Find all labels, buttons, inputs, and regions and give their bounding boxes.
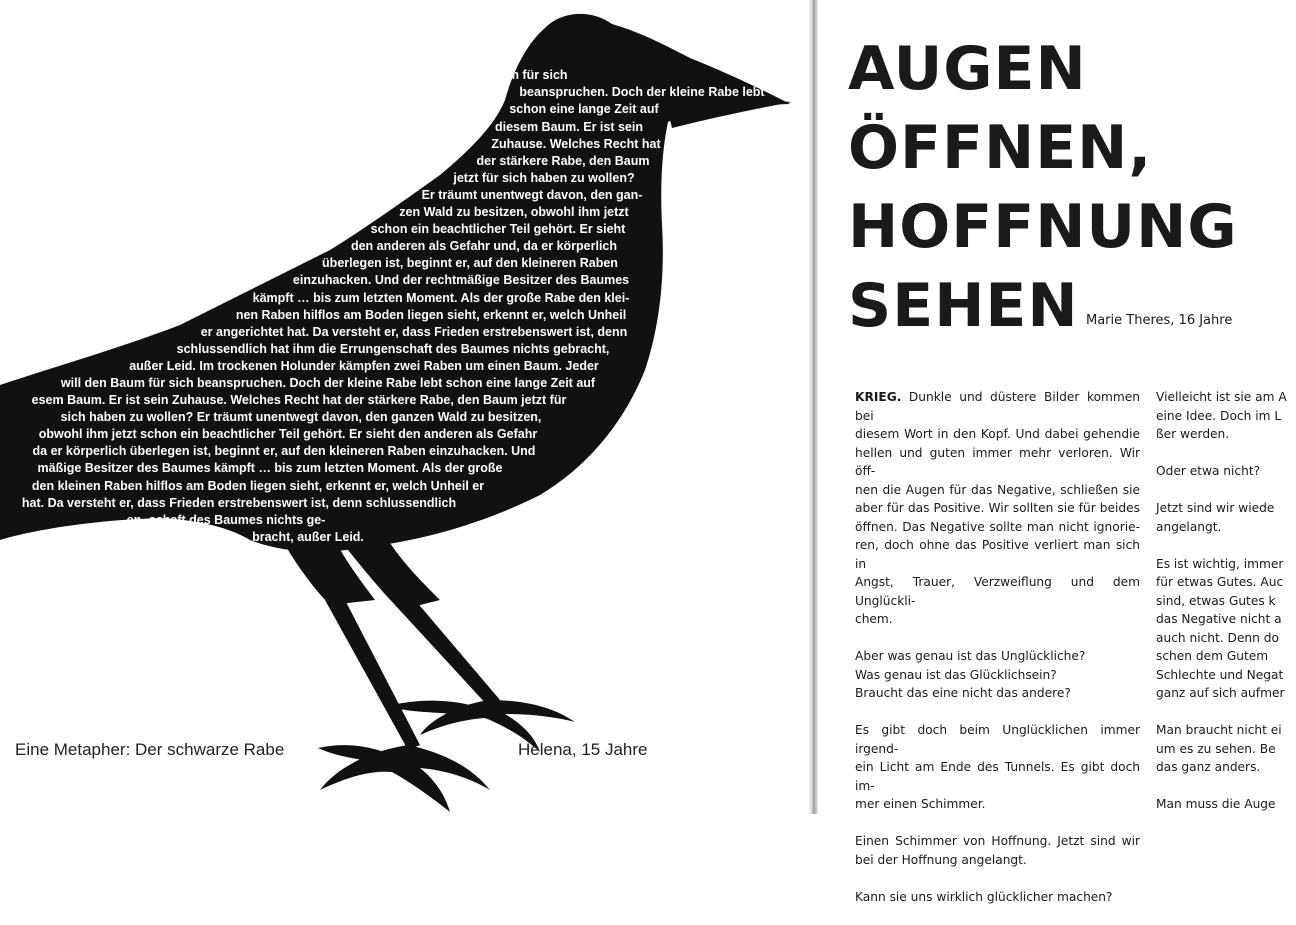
article-headline: [848, 30, 1238, 346]
author-caption: Helena, 15 Jahre: [518, 740, 648, 759]
raven-text-line: kämpft … bis zum letzten Moment. Als der große Rabe den klei-: [252, 290, 630, 305]
text-line: schen dem Gutem: [1156, 649, 1269, 663]
raven-text-line: den anderen als Gefahr und, da er körperlich: [350, 239, 618, 254]
text-line: aber für das Positive. Wir sollten sie für beides: [855, 501, 1140, 515]
paragraph: [1156, 499, 1296, 536]
raven-text-line: Er träumt unentwegt davon, den gan-: [421, 187, 643, 202]
raven-text-line: bracht, außer Leid.: [252, 529, 364, 544]
paragraph: [1156, 721, 1296, 777]
text-line: Aber was genau ist das Unglückliche?: [855, 649, 1086, 663]
article-byline: Marie Theres, 16 Jahre: [1086, 313, 1233, 328]
raven-text-line: den kleinen Raben hilflos am Boden liegen sieht, erkennt er, welch Unheil er: [31, 478, 485, 493]
lead-word: KRIEG.: [855, 390, 902, 404]
text-line: ren, doch ohne das Positive verliert man sich in: [855, 538, 1140, 571]
text-fragment: Dunkle und düstere Bilder kommen bei: [855, 390, 1140, 423]
text-line: das ganz anders.: [1156, 760, 1261, 774]
text-line: ganz auf sich aufmer: [1156, 686, 1285, 700]
raven-text-line: Im trockenen: [370, 17, 448, 31]
raven-text-line: überlegen ist, beginnt er, auf den kleineren Raben: [322, 256, 618, 271]
raven-text-line: jetzt für sich haben zu wollen?: [453, 170, 635, 185]
raven-text-line: einzuhacken. Und der rechtmäßige Besitzer des Baumes: [292, 273, 630, 288]
article-column-1: [855, 388, 1140, 925]
text-line: Man braucht nicht ei: [1156, 723, 1282, 737]
paragraph: [1156, 388, 1296, 444]
text-line: Oder etwa nicht?: [1156, 464, 1261, 478]
headline-line: AUGEN: [848, 34, 1087, 104]
text-line: um es zu sehen. Be: [1156, 741, 1276, 756]
text-line: nen die Augen für das Negative, schließen sie: [855, 482, 1140, 497]
raven-text-line: zen Wald zu besitzen, obwohl ihm jetzt: [399, 205, 629, 220]
raven-story-text: [0, 16, 812, 546]
text-line: das Negative nicht a: [1156, 612, 1282, 626]
text-line: öffnen. Das Negative sollte man nicht ignorie-: [855, 519, 1140, 534]
paragraph: [1156, 795, 1296, 814]
paragraph: [855, 388, 1140, 629]
text-line: eine Idee. Doch im L: [1156, 408, 1282, 423]
text-line: Jetzt sind wir wiede: [1156, 501, 1275, 515]
raven-text-line: sich haben zu wollen? Er träumt unentwegt davon, den ganzen Wald zu besitzen,: [60, 410, 542, 425]
text-line: [855, 388, 1140, 425]
raven-text-line: mäßige Besitzer des Baumes kämpft … bis zum letzten Moment. Als der große: [37, 461, 503, 476]
raven-text-line: außer Leid. Im trockenen Holunder kämpfen zwei Raben um einen Baum. Jeder: [129, 358, 599, 373]
text-line: Einen Schimmer von Hoffnung. Jetzt sind wir: [855, 834, 1140, 848]
text-line: ein Licht am Ende des Tunnels. Es gibt doch im-: [855, 760, 1140, 793]
article-column-2: [1156, 388, 1296, 832]
raven-text-line: diesem Baum. Er ist sein: [495, 119, 643, 134]
headline-line: SEHEN: [848, 271, 1079, 341]
text-line: Vielleicht ist sie am A: [1156, 390, 1287, 404]
text-line: hellen und guten immer mehr verloren. Wir öff-: [855, 445, 1140, 478]
text-line: auch nicht. Denn do: [1156, 630, 1279, 645]
raven-text-line: schon eine lange Zeit auf: [509, 102, 659, 117]
headline-line: HOFFNUNG: [848, 192, 1238, 262]
raven-text-line: zwei Raben um einen: [345, 51, 473, 66]
text-line: für etwas Gutes. Auc: [1156, 575, 1284, 589]
right-page: [818, 0, 1287, 904]
raven-text-line: Holunder kämpfen: [354, 34, 464, 49]
text-line: chem.: [855, 612, 893, 626]
paragraph: [1156, 555, 1296, 703]
text-line: Was genau ist das Glücklichsein?: [855, 667, 1057, 682]
paragraph: [855, 832, 1140, 869]
text-line: Schlechte und Negat: [1156, 667, 1284, 682]
headline-line: ÖFFNEN,: [848, 113, 1153, 183]
text-line: diesem Wort in den Kopf. Und dabei gehendie: [855, 427, 1140, 441]
raven-text-line: nen Raben hilflos am Boden liegen sieht, erkennt er, welch Unheil: [235, 307, 627, 322]
page-gutter: [808, 0, 818, 814]
raven-text-line: er angerichtet hat. Da versteht er, dass Frieden erstrebenswert ist, denn: [200, 324, 628, 339]
text-line: Man muss die Auge: [1156, 797, 1276, 811]
raven-text-line: da er körperlich überlegen ist, beginnt er, auf den kleineren Raben einzuhacken. Und: [32, 444, 536, 459]
paragraph: [855, 721, 1140, 814]
paragraph: [855, 647, 1140, 703]
raven-text-line: beanspruchen. Doch der kleine Rabe lebt: [519, 85, 765, 100]
text-line: mer einen Schimmer.: [855, 797, 986, 811]
raven-text-line: en- schaft des Baumes nichts ge-: [126, 512, 326, 527]
text-line: Es ist wichtig, immer: [1156, 556, 1284, 571]
text-line: Angst, Trauer, Verzweiflung und dem Unglückli-: [855, 575, 1140, 608]
paragraph: [1156, 462, 1296, 481]
text-line: ßer werden.: [1156, 427, 1230, 441]
text-line: Es gibt doch beim Unglücklichen immer irgend-: [855, 723, 1140, 756]
text-line: Kann sie uns wirklich glücklicher machen?: [855, 889, 1113, 904]
text-line: Braucht das eine nicht das andere?: [855, 686, 1071, 700]
text-line: sind, etwas Gutes k: [1156, 593, 1276, 608]
raven-text-line: hat. Da versteht er, dass Frieden erstrebenswert ist, denn schlussendlich: [21, 495, 457, 510]
raven-text-line: schlussendlich hat ihm die Errungenschaft des Baumes nichts gebracht,: [176, 341, 610, 356]
image-caption: Eine Metapher: Der schwarze Rabe: [15, 740, 285, 759]
raven-text-line: obwohl ihm jetzt schon ein beachtlicher Teil gehört. Er sieht den anderen als Gefahr: [38, 427, 538, 442]
raven-text-line: esem Baum. Er ist sein Zuhause. Welches Recht hat der stärkere Rabe, den Baum jetzt für: [31, 393, 567, 408]
text-line: bei der Hoffnung angelangt.: [855, 852, 1027, 867]
raven-text-line: Baum. Jeder will den Baum für sich: [356, 68, 568, 83]
text-line: angelangt.: [1156, 519, 1222, 534]
raven-text-line: der stärkere Rabe, den Baum: [476, 153, 650, 168]
paragraph: [855, 888, 1140, 907]
raven-text-line: Zuhause. Welches Recht hat: [491, 136, 661, 151]
raven-text-line: will den Baum für sich beanspruchen. Doch der kleine Rabe lebt schon eine lange Zeit auf: [60, 375, 596, 390]
raven-text-line: schon ein beachtlicher Teil gehört. Er sieht: [370, 222, 626, 237]
